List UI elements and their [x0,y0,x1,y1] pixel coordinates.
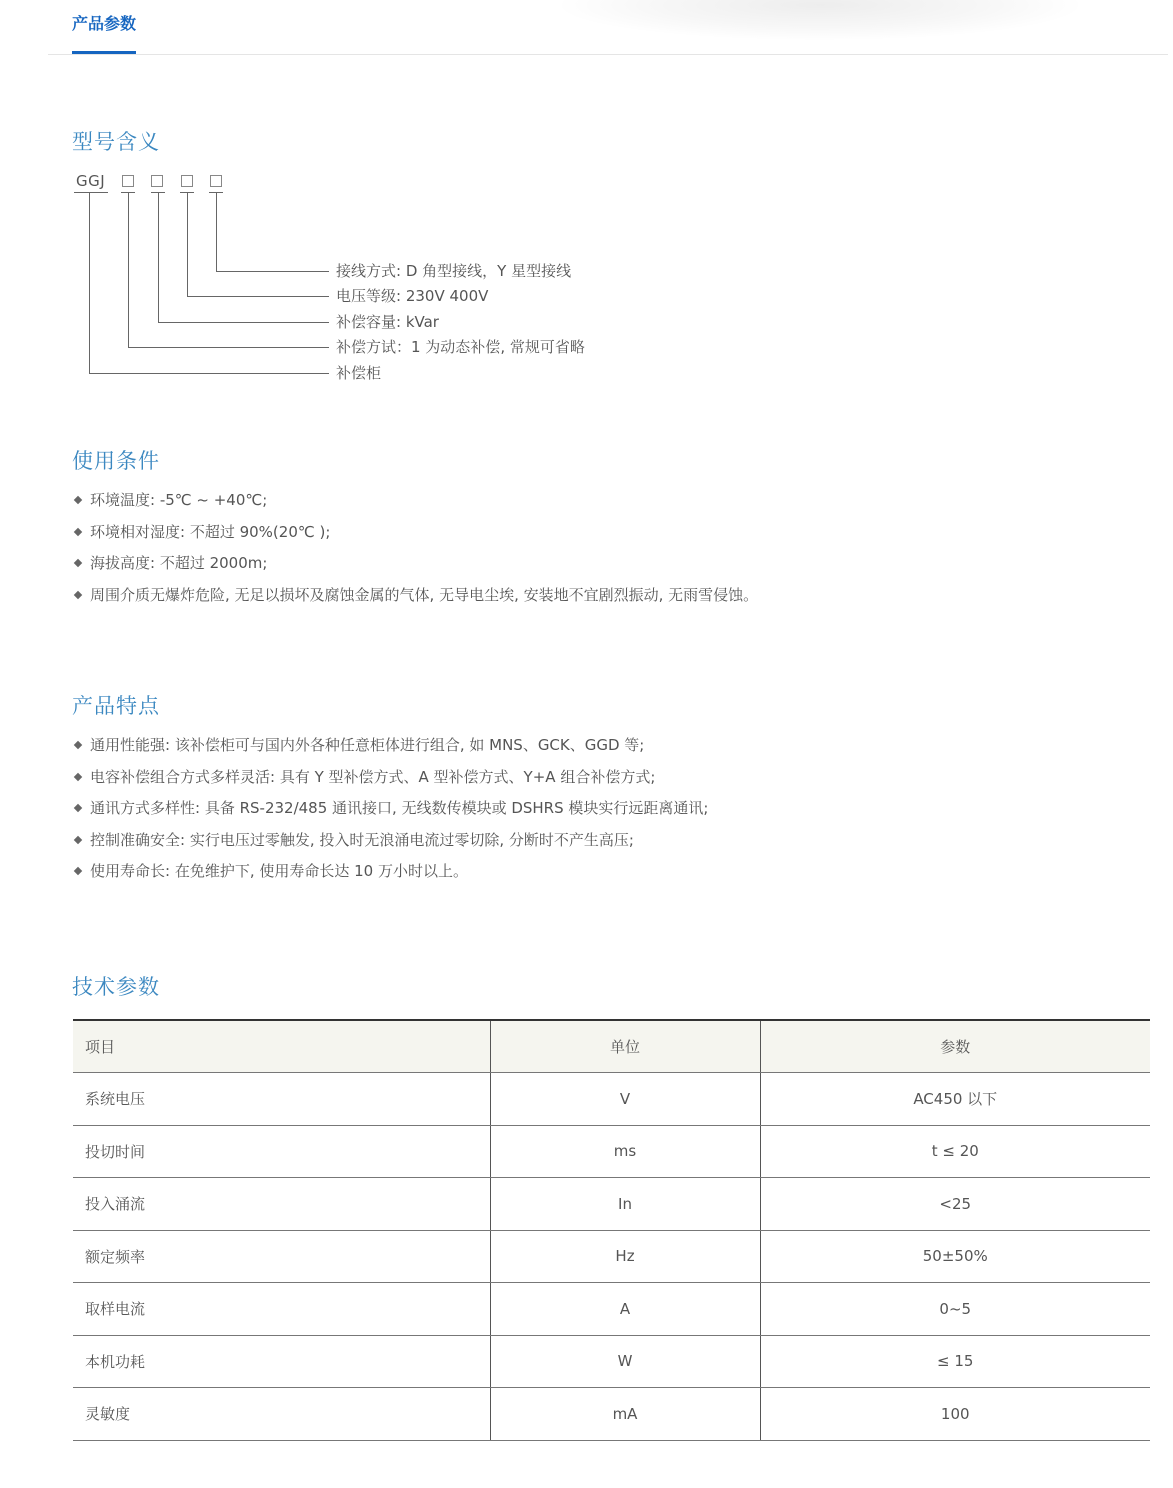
diamond-bullet-icon [74,835,82,843]
cell-unit: V [490,1073,760,1126]
model-code-diagram [74,170,634,385]
placeholder-box [210,175,222,187]
list-item: 使用寿命长: 在免维护下, 使用寿命长达 10 万小时以上。 [72,861,708,893]
cell-value: <25 [760,1178,1150,1231]
list-item: 海拔高度: 不超过 2000m; [72,553,758,585]
diamond-bullet-icon [74,804,82,812]
diamond-bullet-icon [74,867,82,875]
list-item: 通用性能强: 该补偿柜可与国内外各种任意柜体进行组合, 如 MNS、GCK、GGD 等; [72,735,708,767]
cell-unit: A [490,1283,760,1336]
tab-bar [48,0,1168,55]
column-header-item: 项目 [73,1020,490,1073]
cell-unit: mA [490,1388,760,1441]
cell-item: 系统电压 [73,1073,490,1126]
list-item: 环境相对湿度: 不超过 90%(20℃ ); [72,522,758,554]
list-item: 周围介质无爆炸危险, 无足以损坏及腐蚀金属的气体, 无导电尘埃, 安装地不宜剧烈振动, 无雨雪侵蚀。 [72,585,758,617]
cell-unit: W [490,1335,760,1388]
cell-value: t ≤ 20 [760,1125,1150,1178]
diamond-bullet-icon [74,527,82,535]
cell-item: 投入涌流 [73,1178,490,1231]
section-title-features: 产品特点 [72,694,160,718]
cell-unit: ms [490,1125,760,1178]
cell-item: 灵敏度 [73,1388,490,1441]
table-row [73,1388,1150,1441]
label-capacity: 补偿容量: kVar [336,313,439,331]
label-voltage: 电压等级: 230V 400V [336,287,489,305]
placeholder-box [122,175,134,187]
tech-params-table [73,1019,1150,1441]
column-header-value: 参数 [760,1020,1150,1073]
label-wiring: 接线方式: D 角型接线，Y 星型接线 [336,262,572,280]
cell-value: 50±50% [760,1230,1150,1283]
cell-unit: Hz [490,1230,760,1283]
cell-value: AC450 以下 [760,1073,1150,1126]
connector-line [187,192,188,296]
table-row [73,1178,1150,1231]
conditions-list [72,490,758,616]
section-title-model-meaning: 型号含义 [72,130,160,154]
tab-product-params[interactable]: 产品参数 [72,12,136,54]
list-item: 通讯方式多样性: 具备 RS-232/485 通讯接口, 无线数传模块或 DSHRS 模块实行远距离通讯; [72,798,708,830]
features-list [72,735,708,893]
model-code-prefix: GGJ [76,172,106,190]
section-title-conditions: 使用条件 [72,449,160,473]
diamond-bullet-icon [74,496,82,504]
table-header-row [73,1020,1150,1073]
list-item: 控制准确安全: 实行电压过零触发, 投入时无浪涌电流过零切除, 分断时不产生高压; [72,830,708,862]
diamond-bullet-icon [74,590,82,598]
table-row [73,1125,1150,1178]
cell-item: 取样电流 [73,1283,490,1336]
list-item: 环境温度: -5℃ ~ +40℃; [72,490,758,522]
section-title-tech-params: 技术参数 [72,975,160,999]
label-cabinet: 补偿柜 [336,364,382,382]
cell-item: 额定频率 [73,1230,490,1283]
cell-unit: In [490,1178,760,1231]
connector-line [128,192,129,347]
cell-item: 投切时间 [73,1125,490,1178]
connector-line [216,192,217,271]
connector-line [216,271,329,272]
placeholder-box [151,175,163,187]
cell-value: 100 [760,1388,1150,1441]
cell-value: 0~5 [760,1283,1150,1336]
label-compensation-mode: 补偿方试：1 为动态补偿, 常规可省略 [336,338,585,356]
diamond-bullet-icon [74,741,82,749]
table-row [73,1230,1150,1283]
placeholder-box [181,175,193,187]
table-row [73,1283,1150,1336]
diamond-bullet-icon [74,772,82,780]
table-row [73,1073,1150,1126]
connector-line [89,373,329,374]
cell-item: 本机功耗 [73,1335,490,1388]
connector-line [158,322,329,323]
column-header-unit: 单位 [490,1020,760,1073]
underline [74,192,108,193]
connector-line [158,192,159,322]
connector-line [187,296,329,297]
diamond-bullet-icon [74,559,82,567]
list-item: 电容补偿组合方式多样灵活: 具有 Y 型补偿方式、A 型补偿方式、Y+A 组合补偿方式; [72,767,708,799]
connector-line [89,192,90,373]
table-row [73,1335,1150,1388]
connector-line [128,347,329,348]
cell-value: ≤ 15 [760,1335,1150,1388]
